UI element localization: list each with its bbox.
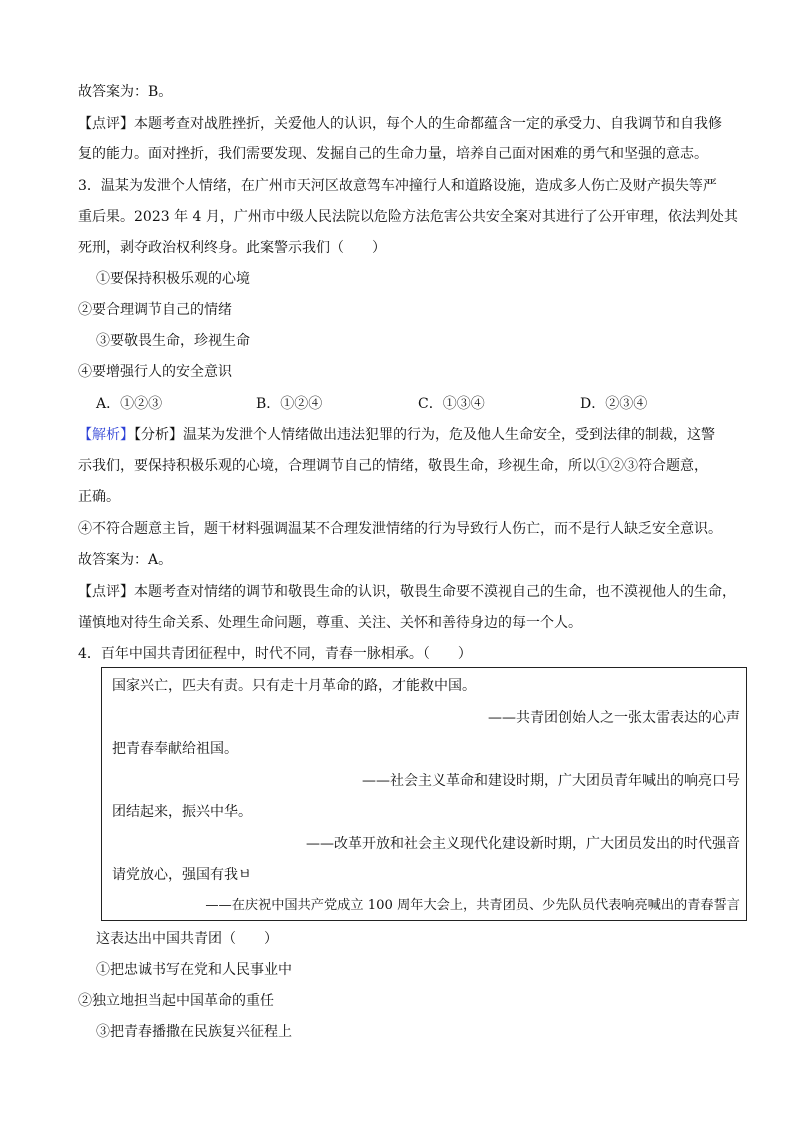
q3-answer: 故答案为：A。 bbox=[78, 552, 173, 568]
quote-3-source: ——改革开放和社会主义现代化建设新时期，广大团员发出的时代强音 bbox=[306, 836, 740, 852]
comment-text-cont: 复的能力。面对挫折，我们需要发现、发掘自己的生命力量，培养自己面对困难的勇气和坚强的意志。 bbox=[78, 146, 708, 162]
comment-line bbox=[78, 114, 722, 134]
q4-item-1: ①把忠诚书写在党和人民事业中 bbox=[96, 962, 292, 978]
q3-stem-line1: 3．温某为发泄个人情绪，在广州市天河区故意驾车冲撞行人和道路设施，造成多人伤亡及财产损失等严 bbox=[78, 178, 717, 194]
q3-option-a: A．①②③ bbox=[96, 396, 163, 412]
q3-option-d: D．②③④ bbox=[580, 396, 648, 412]
q3-item-3: ③要敬畏生命，珍视生命 bbox=[96, 333, 250, 349]
quote-1-text: 国家兴亡，匹夫有责。只有走十月革命的路，才能救中国。 bbox=[112, 678, 476, 694]
analysis-text: 温某为发泄个人情绪做出违法犯罪的行为，危及他人生命安全，受到法律的制裁，这警 bbox=[183, 427, 715, 443]
q3-comment-line2: 谨慎地对待生命关系、处理生命问题，尊重、关注、关怀和善待身边的每一个人。 bbox=[78, 615, 582, 631]
q3-item-4: ④要增强行人的安全意识 bbox=[78, 364, 232, 380]
q3-stem-line2: 重后果。2023 年 4 月，广州市中级人民法院以危险方法危害公共安全案对其进行了公开审理，依法判处其 bbox=[78, 209, 738, 225]
quote-2-source: ——社会主义革命和建设时期，广大团员青年喊出的响亮口号 bbox=[362, 773, 740, 789]
q4-item-3: ③把青春播撒在民族复兴征程上 bbox=[96, 1024, 292, 1040]
analysis-tag: 【解析】 bbox=[78, 427, 134, 443]
q4-quote-box bbox=[101, 667, 747, 921]
quote-4-text: 请党放心，强国有我ㅂ bbox=[112, 867, 252, 883]
q3-options bbox=[0, 394, 794, 414]
quote-1-source: ——共青团创始人之一张太雷表达的心声 bbox=[488, 710, 740, 726]
comment-text: 本题考查对情绪的调节和敬畏生命的认识，敬畏生命要不漠视自己的生命，也不漠视他人的生命， bbox=[134, 584, 736, 600]
comment-tag: 【点评】 bbox=[78, 584, 134, 600]
q3-option-b: B．①②④ bbox=[256, 396, 323, 412]
answer-line: 故答案为：B。 bbox=[78, 84, 173, 100]
q4-item-2: ②独立地担当起中国革命的重任 bbox=[78, 993, 274, 1009]
quote-4-source: ——在庆祝中国共产党成立 100 周年大会上，共青团员、少先队员代表响亮喊出的青春誓言 bbox=[205, 898, 740, 913]
analysis-subtag: 【分析】 bbox=[134, 427, 183, 443]
q4-question: 这表达出中国共青团（ ） bbox=[96, 931, 278, 947]
q3-analysis-line2: 示我们，要保持积极乐观的心境，合理调节自己的情绪，敬畏生命，珍视生命，所以①②③符合题意， bbox=[78, 458, 708, 474]
quote-2-text: 把青春奉献给祖国。 bbox=[112, 741, 238, 757]
q3-comment-line1 bbox=[78, 582, 736, 602]
q3-analysis-line4: ④不符合题意主旨，题干材料强调温某不合理发泄情绪的行为导致行人伤亡，而不是行人缺乏安全意识。 bbox=[78, 521, 722, 537]
q3-item-1: ①要保持积极乐观的心境 bbox=[96, 271, 250, 287]
q3-analysis-line1 bbox=[78, 425, 715, 445]
quote-3-text: 团结起来，振兴中华。 bbox=[112, 804, 252, 820]
comment-tag: 【点评】 bbox=[78, 116, 134, 132]
q3-stem-line3: 死刑，剥夺政治权利终身。此案警示我们（ ） bbox=[78, 240, 386, 256]
comment-text: 本题考查对战胜挫折，关爱他人的认识，每个人的生命都蕴含一定的承受力、自我调节和自我修 bbox=[134, 116, 722, 132]
q3-item-2: ②要合理调节自己的情绪 bbox=[78, 302, 232, 318]
q4-stem: 4．百年中国共青团征程中，时代不同，青春一脉相承。（ ） bbox=[78, 646, 472, 662]
q3-analysis-line3: 正确。 bbox=[78, 489, 120, 505]
q3-option-c: C．①③④ bbox=[418, 396, 485, 412]
